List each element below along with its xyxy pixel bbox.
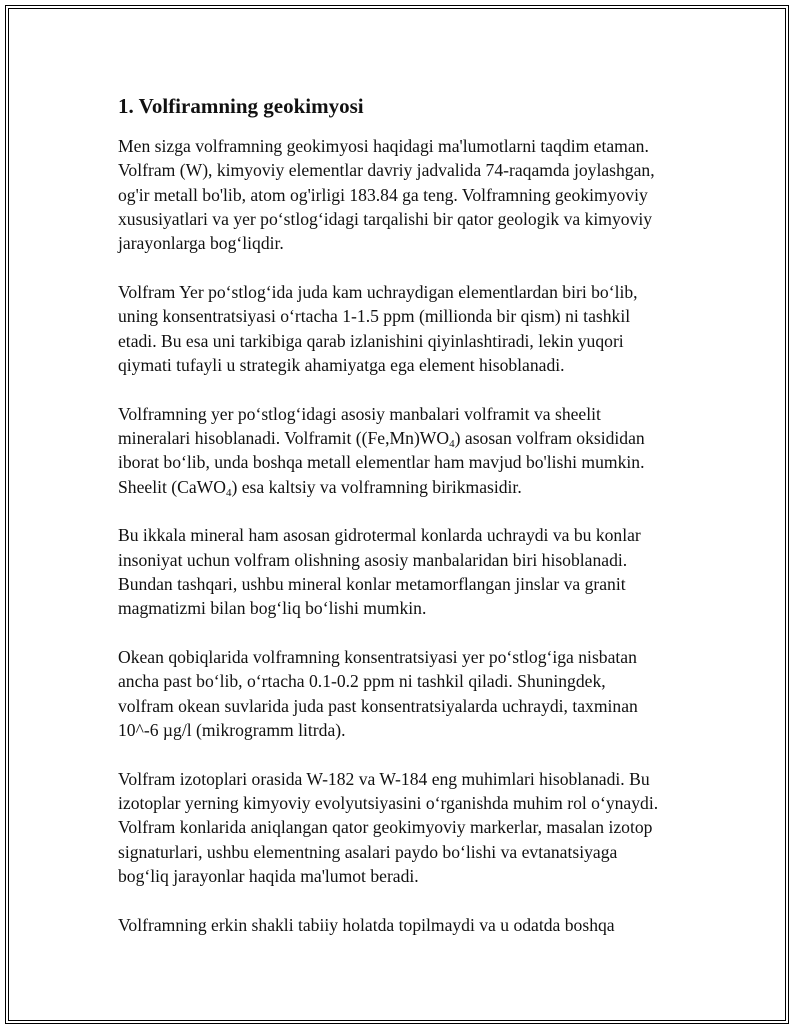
document-body [118, 92, 718, 962]
text-line: etadi. Bu esa uni tarkibiga qarab izlanishini qiyinlashtiradi, lekin yuqori [118, 330, 624, 351]
text-line: Volfram izotoplari orasida W-182 va W-184 eng muhimlari hisoblanadi. Bu [118, 768, 650, 789]
text-line: Bu ikkala mineral ham asosan gidrotermal konlarda uchraydi va bu konlar [118, 525, 641, 546]
paragraph-3 [118, 402, 718, 499]
text-line: xususiyatlari va yer po‘stlog‘idagi tarqalishi bir qator geologik va kimyoviy [118, 208, 653, 229]
paragraph-4 [118, 523, 718, 620]
text-fragment: mineralari hisoblanadi. Volframit ((Fe,Mn)WO [118, 427, 450, 448]
text-line: uning konsentratsiyasi o‘rtacha 1-1.5 ppm (millionda bir qism) ni tashkil [118, 306, 631, 327]
text-line [118, 426, 718, 450]
paragraph-2 [118, 280, 718, 377]
text-line: signaturlari, ushbu elementning asalari paydo bo‘lishi va evtanatsiyaga [118, 841, 618, 862]
subscript: 4 [225, 486, 232, 499]
paragraph-6 [118, 767, 718, 888]
text-line: volfram okean suvlarida juda past konsentratsiyalarda uchraydi, taxminan [118, 695, 638, 716]
paragraph-7 [118, 913, 718, 937]
paragraph-1 [118, 134, 718, 255]
text-line: Volframning erkin shakli tabiiy holatda topilmaydi va u odatda boshqa [118, 914, 615, 935]
text-line: Volframning yer po‘stlog‘idagi asosiy manbalari volframit va sheelit [118, 403, 601, 424]
text-line: Okean qobiqlarida volframning konsentratsiyasi yer po‘stlog‘iga nisbatan [118, 647, 637, 668]
text-line: bog‘liq jarayonlar haqida ma'lumot beradi. [118, 865, 419, 886]
text-fragment: ) asosan volfram oksididan [454, 427, 645, 448]
text-line: magmatizmi bilan bog‘liq bo‘lishi mumkin. [118, 598, 427, 619]
subscript: 4 [449, 437, 455, 450]
text-line: Volfram (W), kimyoviy elementlar davriy jadvalida 74-raqamda joylashgan, [118, 160, 655, 181]
section-heading: 1. Volfiramning geokimyosi [118, 94, 364, 118]
paragraph-5 [118, 645, 718, 742]
text-line: Volfram Yer po‘stlog‘ida juda kam uchraydigan elementlardan biri bo‘lib, [118, 281, 638, 302]
text-line: ancha past bo‘lib, o‘rtacha 0.1-0.2 ppm ni tashkil qiladi. Shuningdek, [118, 671, 606, 692]
text-line: Men sizga volframning geokimyosi haqidagi ma'lumotlarni taqdim etaman. [118, 136, 649, 156]
text-line: qiymati tufayli u strategik ahamiyatga ega element hisoblanadi. [118, 354, 565, 375]
text-line: og'ir metall bo'lib, atom og'irligi 183.84 ga teng. Volframning geokimyoviy [118, 184, 648, 205]
text-fragment: ) esa kaltsiy va volframning birikmasidir. [231, 476, 522, 497]
text-line [118, 475, 718, 499]
text-fragment: Sheelit (CaWO [118, 476, 226, 497]
text-line: 10^-6 µg/l (mikrogramm litrda). [118, 719, 346, 740]
text-line: Volfram konlarida aniqlangan qator geokimyoviy markerlar, masalan izotop [118, 817, 653, 838]
text-line: insoniyat uchun volfram olishning asosiy manbalaridan biri hisoblanadi. [118, 549, 628, 570]
text-line: Bundan tashqari, ushbu mineral konlar metamorflangan jinslar va granit [118, 573, 626, 594]
text-line: izotoplar yerning kimyoviy evolyutsiyasini o‘rganishda muhim rol o‘ynaydi. [118, 793, 659, 814]
text-line: iborat bo‘lib, unda boshqa metall elementlar ham mavjud bo'lishi mumkin. [118, 452, 645, 473]
text-line: jarayonlarga bog‘liqdir. [118, 233, 284, 254]
